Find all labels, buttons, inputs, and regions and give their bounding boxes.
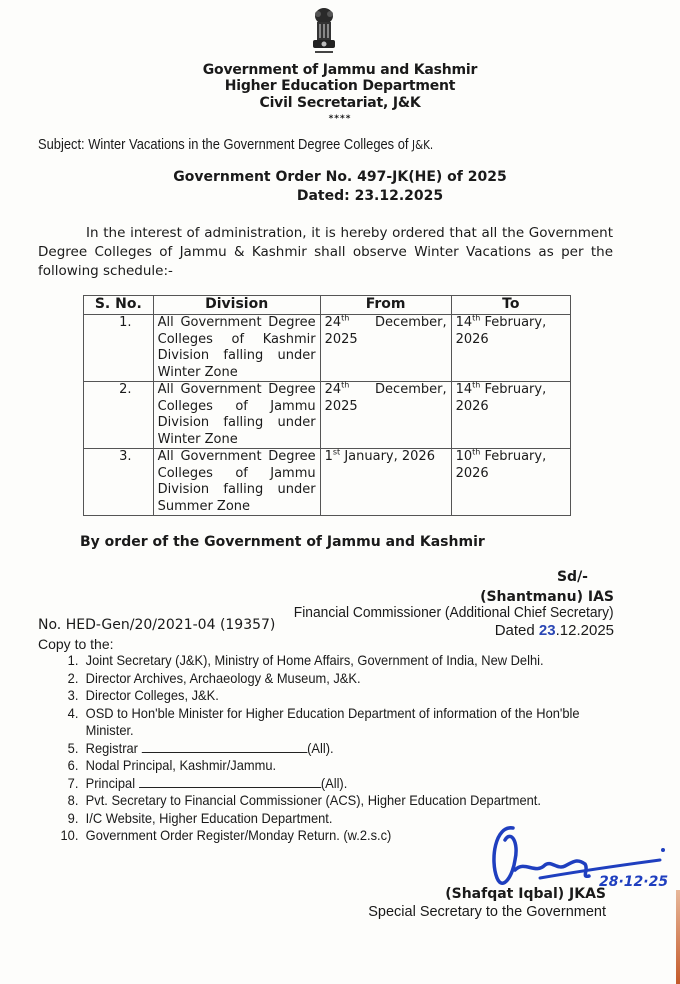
table-row [84, 315, 571, 382]
table-header-row [84, 296, 571, 315]
header-sno: S. No. [84, 296, 154, 315]
list-item: 9. I/C Website, Higher Education Department. [82, 810, 616, 828]
list-item: 10. Government Order Register/Monday Return. (w.2.s.c) [82, 827, 616, 845]
cell-division: All Government Degree Colleges of Jammu Division falling under Winter Zone [153, 382, 320, 449]
list-item: 6. Nodal Principal, Kashmir/Jammu. [82, 757, 616, 775]
header-division: Division [153, 296, 320, 315]
header-stars: **** [328, 114, 352, 124]
issuer-name: (Shafqat Iqbal) JKAS [445, 886, 606, 902]
cell-from: 24th December, 2025 [320, 315, 451, 382]
issuer-title: Special Secretary to the Government [368, 904, 606, 920]
cell-from: 24th December, 2025 [320, 382, 451, 449]
national-emblem-icon [303, 6, 345, 58]
table-row [84, 382, 571, 449]
order-paragraph [38, 224, 613, 281]
govt-name: Government of Jammu and Kashmir [202, 62, 478, 78]
table-row [84, 449, 571, 516]
subject-tail: J&K. [412, 138, 434, 152]
copy-list [38, 652, 662, 845]
cell-sno: 3. [84, 449, 154, 516]
reference-number: No. HED-Gen/20/2021-04 (19357) [38, 617, 276, 633]
list-item: 5. Registrar (All). [82, 740, 616, 758]
sd-mark: Sd/- [556, 569, 588, 585]
list-item: 3. Director Colleges, J&K. [82, 687, 616, 705]
cell-division: All Government Degree Colleges of Jammu Division falling under Summer Zone [153, 449, 320, 516]
list-item: 4. OSD to Hon'ble Minister for Higher Education Department of information of the Hon'ble Minister. [82, 705, 628, 740]
subject-line [38, 136, 433, 153]
list-item: 8. Pvt. Secretary to Financial Commissioner (ACS), Higher Education Department. [82, 792, 616, 810]
office-name: Civil Secretariat, J&K [259, 95, 421, 111]
signatory-date: Dated 23.12.2025 [494, 622, 614, 639]
cell-division: All Government Degree Colleges of Kashmir Division falling under Winter Zone [153, 315, 320, 382]
cell-sno: 1. [84, 315, 154, 382]
department-name: Higher Education Department [224, 78, 456, 94]
header-to: To [451, 296, 570, 315]
cell-from: 1st January, 2026 [320, 449, 451, 516]
paragraph-text: In the interest of administration, it is hereby ordered that all the Government Degree Colleges of Jammu & Kashmir shall observe Winter Vacations as per the following schedule:- [38, 225, 613, 279]
order-date: Dated: 23.12.2025 [296, 188, 444, 204]
list-item: 7. Principal (All). [82, 775, 616, 793]
list-item: 2. Director Archives, Archaeology & Museum, J&K. [82, 670, 616, 688]
svg-text:28·12·25: 28·12·25 [599, 874, 669, 890]
handwritten-signature-icon [485, 820, 680, 895]
cell-to: 10th February, 2026 [451, 449, 570, 516]
copy-to-label: Copy to the: [38, 636, 114, 652]
list-item: 1. Joint Secretary (J&K), Ministry of Home Affairs, Government of India, New Delhi. [82, 652, 616, 670]
signatory-name: (Shantmanu) IAS [480, 589, 614, 605]
cell-to: 14th February, 2026 [451, 315, 570, 382]
page-edge-decoration [676, 890, 680, 984]
order-number: Government Order No. 497-JK(HE) of 2025 [173, 169, 507, 185]
signatory-designation: Financial Commissioner (Additional Chief Secretary) [294, 604, 614, 621]
subject-text: Subject: Winter Vacations in the Government Degree Colleges of [38, 136, 413, 153]
vacation-schedule-table [83, 295, 571, 516]
cell-sno: 2. [84, 382, 154, 449]
by-order-line: By order of the Government of Jammu and Kashmir [80, 534, 485, 550]
cell-to: 14th February, 2026 [451, 382, 570, 449]
header-from: From [320, 296, 451, 315]
